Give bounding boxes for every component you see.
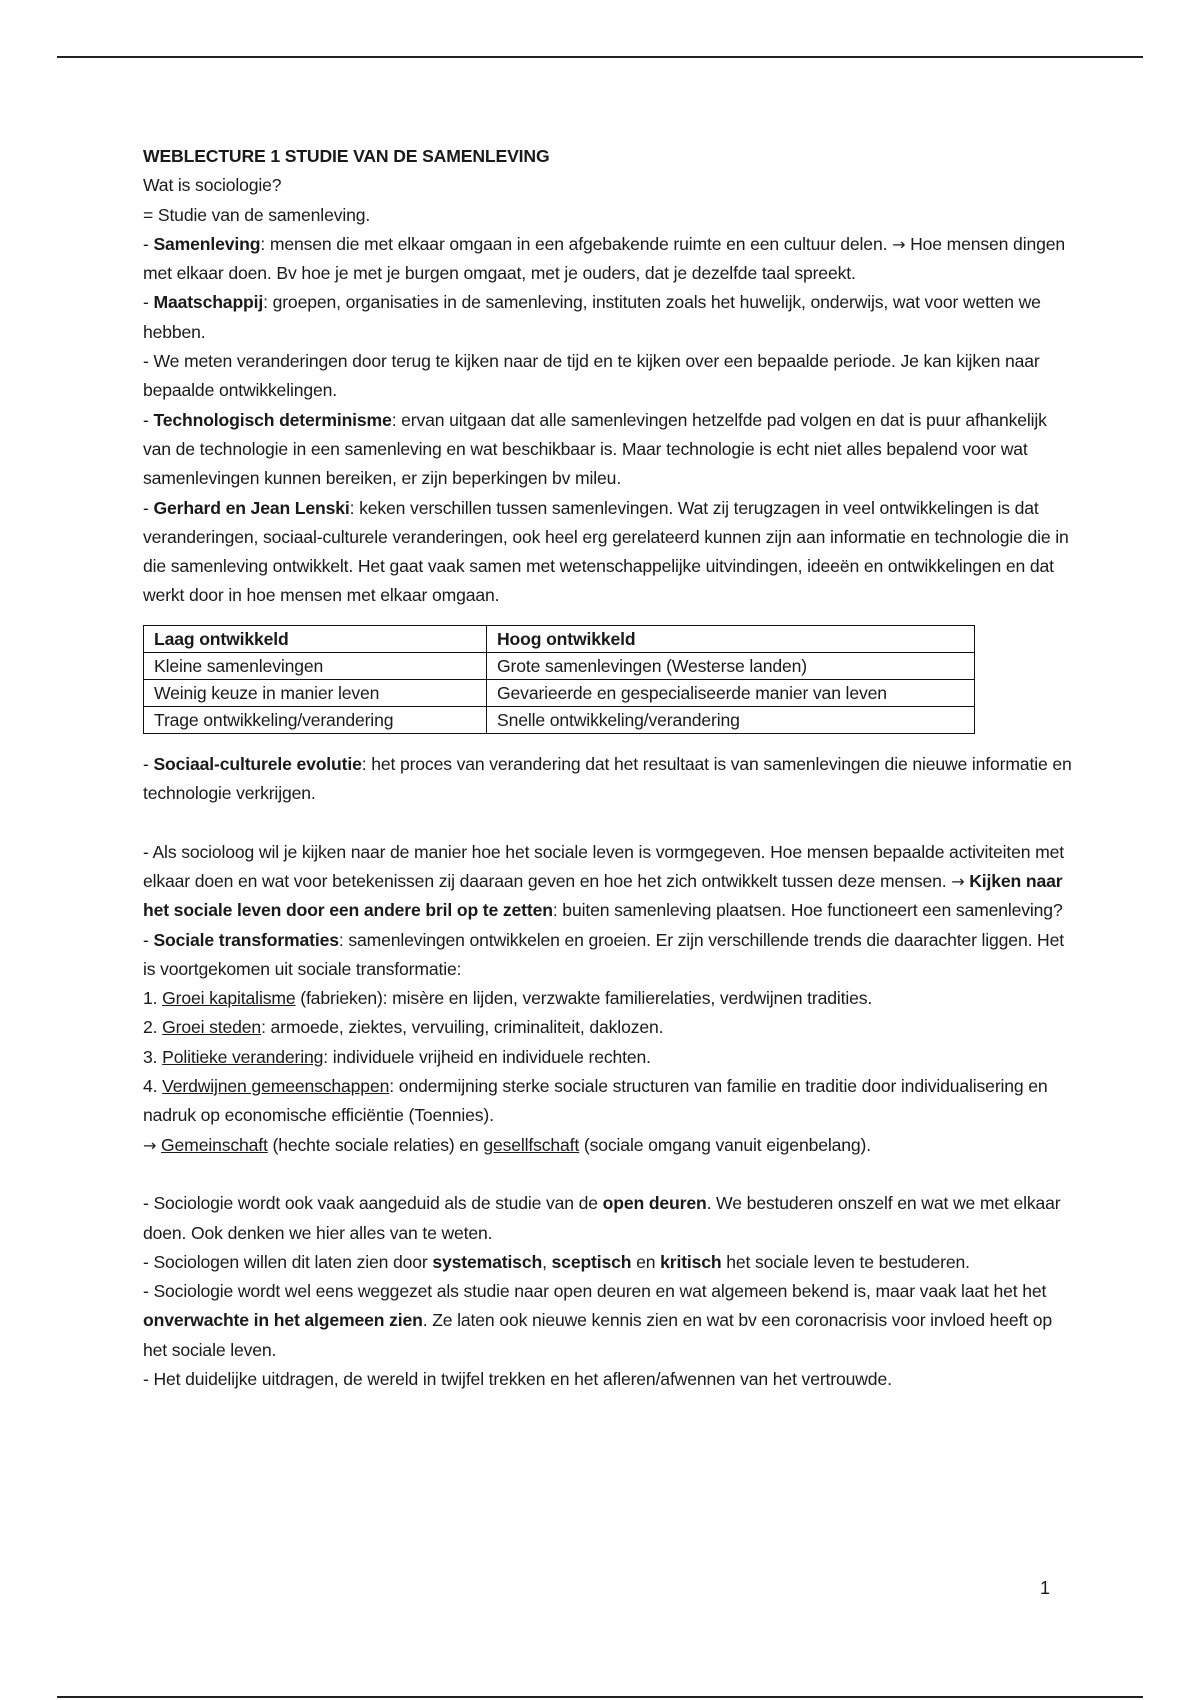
table-row	[144, 679, 975, 706]
term-sociaal-culturele-evolutie: Sociaal-culturele evolutie	[153, 753, 362, 774]
term-lenski: Gerhard en Jean Lenski	[153, 497, 350, 518]
table-header-cell: Hoog ontwikkeld	[487, 625, 975, 652]
arrow-icon: →	[892, 234, 906, 254]
list-item: 2. Groei steden: armoede, ziektes, vervuiling, criminaliteit, daklozen.	[143, 1017, 664, 1038]
term-samenleving: Samenleving	[153, 233, 261, 254]
document-body	[143, 142, 1073, 1394]
page-number: 1	[1040, 1578, 1051, 1598]
document-title: WEBLECTURE 1 STUDIE VAN DE SAMENLEVING	[143, 146, 550, 166]
term-maatschappij: Maatschappij	[153, 292, 264, 313]
paragraph-open-deuren: - Sociologie wordt ook vaak aangeduid als de studie van de open deuren. We bestuderen onszelf en wat we met elkaar doen. Ook denken we hier alles van te weten.	[143, 1193, 1061, 1243]
paragraph-sociale-transformaties: - Sociale transformaties: samenlevingen ontwikkelen en groeien. Er zijn verschillende trends die daarachter liggen. Het is voortgekomen uit sociale transformatie:	[143, 929, 1064, 979]
header-rule	[57, 56, 1143, 58]
comparison-table	[143, 625, 975, 734]
footer-rule	[57, 1696, 1143, 1698]
paragraph-onverwachte: - Sociologie wordt wel eens weggezet als studie naar open deuren en wat algemeen bekend is, maar vaak laat het het onverwachte in het algemeen zien. Ze laten ook nieuwe kennis zien en wat bv een coronacrisis voor invloed heeft op het sociale leven.	[143, 1281, 1052, 1360]
table-row	[144, 652, 975, 679]
list-item: 4. Verdwijnen gemeenschappen: ondermijning sterke sociale structuren van familie en traditie door individualisering en nadruk op economische efficiëntie (Toennies).	[143, 1076, 1048, 1126]
table-cell: Weinig keuze in manier leven	[144, 679, 487, 706]
paragraph-maatschappij: - Maatschappij: groepen, organisaties in de samenleving, instituten zoals het huwelijk, onderwijs, wat voor wetten we hebben.	[143, 292, 1041, 342]
table-header-cell: Laag ontwikkeld	[144, 625, 487, 652]
paragraph-veranderingen: - We meten veranderingen door terug te kijken naar de tijd en te kijken over een bepaalde periode. Je kan kijken naar bepaalde ontwikkelingen.	[143, 351, 1040, 401]
arrow-icon: →	[143, 1135, 157, 1155]
table-cell: Trage ontwikkeling/verandering	[144, 706, 487, 733]
list-item: 1. Groei kapitalisme (fabrieken): misère en lijden, verzwakte familierelaties, verdwijnen tradities.	[143, 988, 873, 1009]
paragraph-lenski: - Gerhard en Jean Lenski: keken verschillen tussen samenlevingen. Wat zij terugzagen in veel ontwikkelingen is dat veranderingen, sociaal-culturele veranderingen, ook heel erg gerelateerd kunnen zijn aan informatie en technologie die in die samenleving ontwikkelt. Het gaat vaak samen met wetenschappelijke uitvindingen, ideeën en ontwikkelingen en dat werkt door in hoe mensen met elkaar omgaan.	[143, 497, 1069, 606]
paragraph-technologisch-determinisme: - Technologisch determinisme: ervan uitgaan dat alle samenlevingen hetzelfde pad volgen en dat is puur afhankelijk van de technologie in een samenleving en wat beschikbaar is. Maar technologie is echt niet alles bepalend voor wat samenlevingen kunnen bereiken, er zijn beperkingen bv mileu.	[143, 409, 1047, 489]
term-sociale-transformaties: Sociale transformaties	[153, 929, 339, 950]
list-item: 3. Politieke verandering: individuele vrijheid en individuele rechten.	[143, 1046, 651, 1067]
paragraph-samenleving: - Samenleving: mensen die met elkaar omgaan in een afgebakende ruimte en een cultuur delen. → Hoe mensen dingen met elkaar doen. Bv hoe je met je burgen omgaat, met je ouders, dat je dezelfde taal spreekt.	[143, 233, 1065, 284]
table-row	[144, 706, 975, 733]
table-cell: Snelle ontwikkeling/verandering	[487, 706, 975, 733]
table-cell: Grote samenlevingen (Westerse landen)	[487, 652, 975, 679]
paragraph-socioloog: - Als socioloog wil je kijken naar de manier hoe het sociale leven is vormgegeven. Hoe mensen bepaalde activiteiten met elkaar doen en wat voor betekenissen zij daaraan geven en hoe het zich ontwikkelt tussen deze mensen. → Kijken naar het sociale leven door een andere bril op te zetten: buiten samenleving plaatsen. Hoe functioneert een samenleving?	[143, 841, 1065, 921]
question: Wat is sociologie?	[143, 175, 282, 196]
term-technologisch-determinisme: Technologisch determinisme	[153, 409, 392, 430]
table-cell: Gevarieerde en gespecialiseerde manier van leven	[487, 679, 975, 706]
paragraph-sociaal-culturele-evolutie: - Sociaal-culturele evolutie: het proces van verandering dat het resultaat is van samenlevingen die nieuwe informatie en technologie verkrijgen.	[143, 753, 1072, 804]
paragraph-vertrouwde: - Het duidelijke uitdragen, de wereld in twijfel trekken en het afleren/afwennen van het vertrouwde.	[143, 1368, 892, 1389]
definition: = Studie van de samenleving.	[143, 204, 371, 225]
paragraph-gemeinschaft: → Gemeinschaft (hechte sociale relaties) en gesellfschaft (sociale omgang vanuit eigenbelang).	[143, 1134, 871, 1155]
table-header-row	[144, 625, 975, 652]
table-cell: Kleine samenlevingen	[144, 652, 487, 679]
arrow-icon: →	[951, 871, 965, 891]
paragraph-systematisch: - Sociologen willen dit laten zien door systematisch, sceptisch en kritisch het sociale leven te bestuderen.	[143, 1251, 970, 1272]
